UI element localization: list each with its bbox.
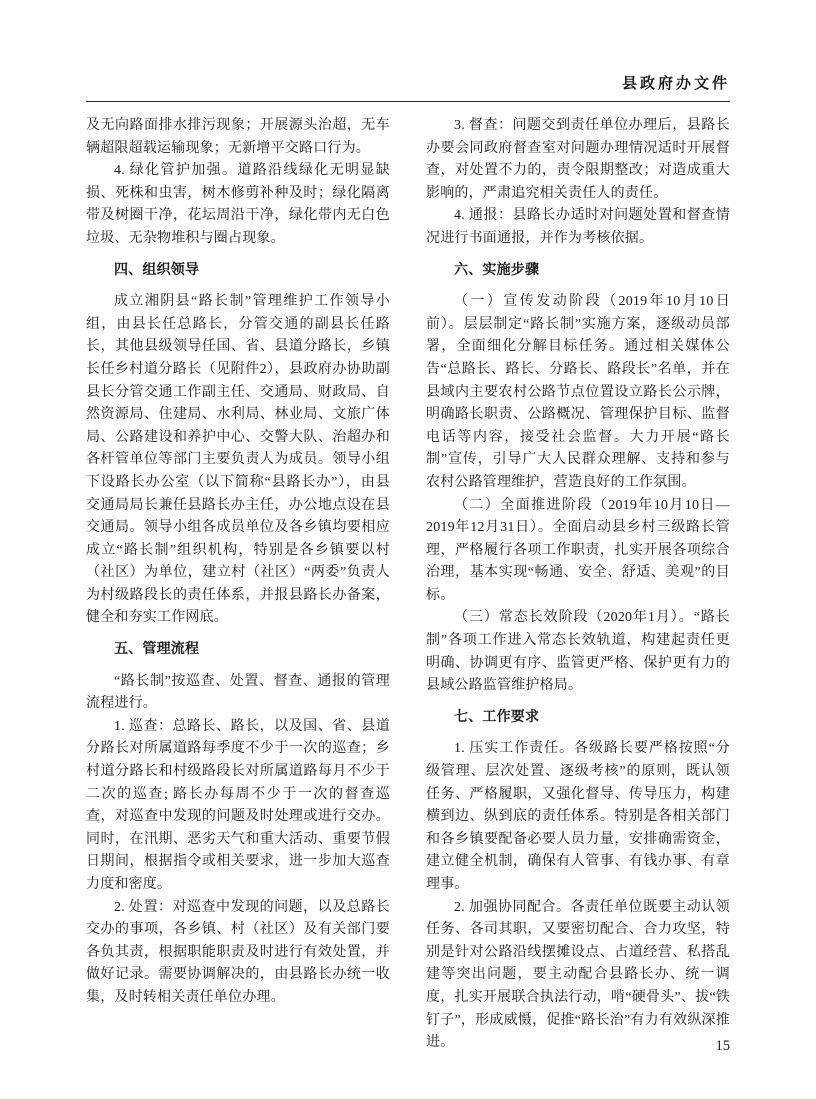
paragraph: 3. 督查：问题交到责任单位办理后，县路长办要会同政府督查室对问题办理情况适时开展督查，对处置不力的，责令限期整改；对造成重大影响的，严肃追究相关责任人的责任。 [426, 118, 730, 201]
page-number: 15 [715, 1038, 730, 1054]
paragraph: 1. 压实工作责任。各级路长要严格按照“分级管理、层次处置、逐级考核”的原则，既认领任务、严格履职，又强化督导、传导压力，构建横到边、纵到底的责任体系。特别是各相关部门和各乡镇要配备必要人员力量，安排确需资金，建立健全机制，确保有人管事、有钱办事、有章理事。 [426, 741, 730, 892]
section-heading: 四、组织领导 [114, 262, 200, 278]
right-column [426, 115, 730, 1055]
left-column [86, 115, 390, 1055]
paragraph: “路长制”按巡查、处置、督查、通报的管理流程进行。 [86, 673, 390, 712]
text-columns [86, 115, 730, 1055]
section-heading: 五、管理流程 [114, 642, 200, 658]
section-heading: 七、工作要求 [454, 709, 540, 725]
paragraph: （二）全面推进阶段（2019年10月10日—2019年12月31日）。全面启动县乡村三级路长管理，严格履行各项工作职责，扎实开展各项综合治理，基本实现“畅通、安全、舒适、美观”的目标。 [426, 497, 730, 603]
paragraph: 及无向路面排水排污现象；开展源头治超，无车辆超限超载运输现象；无新增平交路口行为。 [86, 118, 390, 156]
document-header-label: 县政府办文件 [621, 76, 730, 92]
section-heading: 六、实施步骤 [454, 262, 540, 278]
paragraph: 2. 处置：对巡查中发现的问题，以及总路长交办的事项，各乡镇、村（社区）及有关部门要各负其责，根据职能职责及时进行有效处置，并做好记录。需要协调解决的，由县路长办统一收集，及时转相关责任单位办理。 [86, 899, 390, 1005]
paragraph: 4. 通报：县路长办适时对问题处置和督查情况进行书面通报，并作为考核依据。 [426, 208, 730, 246]
paragraph: （一）宣传发动阶段（2019年10月10日前）。层层制定“路长制”实施方案，逐级动员部署，全面细化分解目标任务。通过相关媒体公告“总路长、路长、分路长、路段长”名单，并在县域内主要农村公路节点位置设立路长公示牌，明确路长职责、公路概况、管理保护目标、监督电话等内容，接受社会监督。大力开展“路长制”宣传，引导广大人民群众理解、支持和参与农村公路管理维护，营造良好的工作氛围。 [426, 294, 730, 490]
header-rule [86, 101, 730, 102]
page-header [86, 72, 730, 101]
paragraph: （三）常态长效阶段（2020年1月）。“路长制”各项工作进入常态长效轨道，构建起责任更明确、协调更有序、监管更严格、保护更有力的县域公路监管维护格局。 [426, 610, 730, 694]
paragraph: 1. 巡查：总路长、路长，以及国、省、县道分路长对所属道路每季度不少于一次的巡查；乡村道分路长和村级路段长对所属道路每月不少于二次的巡查; 路长办每周不少于一次的督查巡查，对巡查中发现的问题及时处理或进行交办。同时，在汛期、恶劣天气和重大活动、重要节假日期间，根据指令或相关要求，进一步加大巡查力度和密度。 [86, 718, 390, 892]
paragraph: 2. 加强协同配合。各责任单位既要主动认领任务、各司其职，又要密切配合、合力攻坚，特别是针对公路沿线摆摊设点、占道经营、私搭乱建等突出问题，要主动配合县路长办、统一调度，扎实开展联合执法行动，啃“硬骨头”、拔“铁钉子”，形成威慑，促推“路长治”有力有效纵深推进。 [426, 899, 730, 1051]
paragraph: 成立湘阴县“路长制”管理维护工作领导小组，由县长任总路长，分管交通的副县长任路长，其他县级领导任国、省、县道分路长，乡镇长任乡村道分路长（见附件2），县政府办协助副县长分管交通工作副主任、交通局、财政局、自然资源局、住建局、水利局、林业局、文旅广体局、公路建设和养护中心、交警大队、治超办和各杆管单位等部门主要负责人为成员。领导小组下设路长办公室（以下简称“县路长办”），由县交通局局长兼任县路长办主任，办公地点设在县交通局。领导小组各成员单位及各乡镇均要相应成立“路长制”组织机构，特别是各乡镇要以村（社区）为单位，建立村（社区）“两委”负责人为村级路段长的责任体系，并报县路长办备案，健全和夯实工作网底。 [86, 294, 390, 626]
paragraph: 4. 绿化管护加强。道路沿线绿化无明显缺损、死株和虫害，树木修剪补种及时；绿化隔离带及树圈干净，花坛周沿干净，绿化带内无白色垃圾、无杂物堆积与圈占现象。 [86, 163, 390, 246]
